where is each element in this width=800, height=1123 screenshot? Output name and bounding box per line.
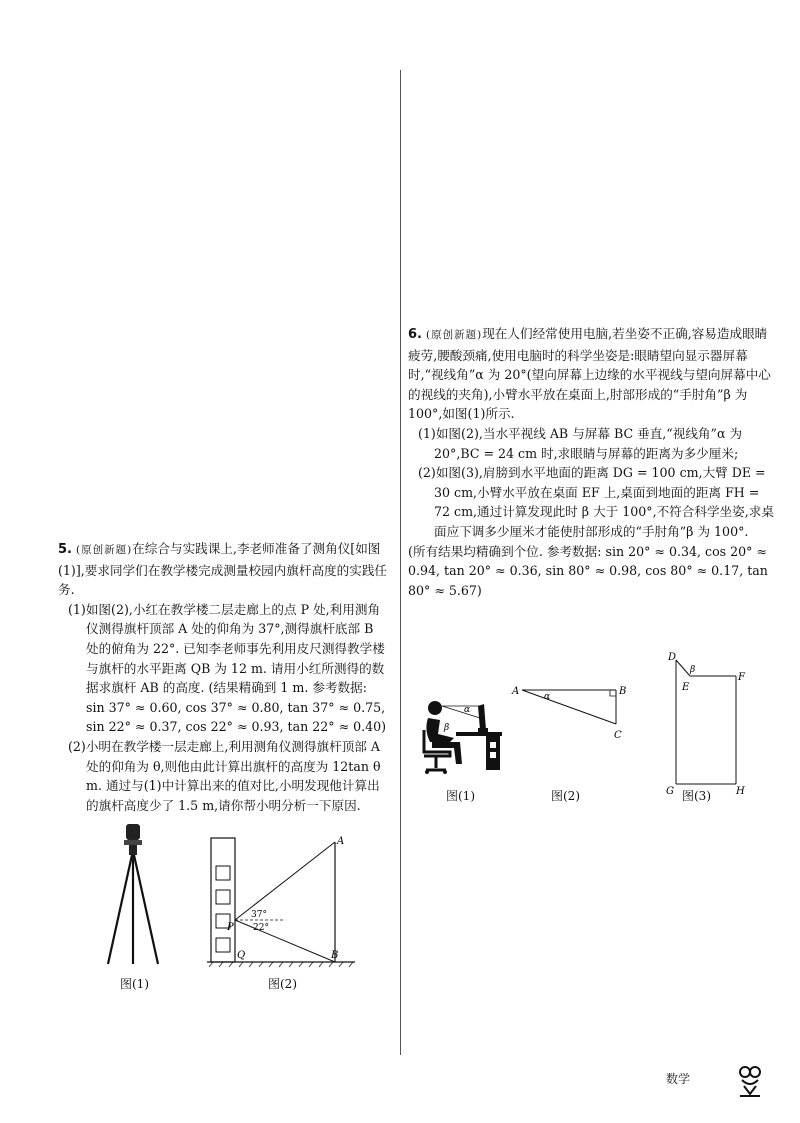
q6-intro: [408, 324, 778, 424]
q6-fig1-caption: 图(1): [446, 789, 475, 803]
person-body: [426, 718, 454, 742]
sight-line-PA: [235, 842, 335, 920]
right-angle-mark: [610, 690, 616, 696]
point-A: A: [512, 686, 520, 697]
point-B: B: [331, 950, 339, 961]
beta-label: β: [690, 665, 696, 675]
tripod-leg-right: [134, 855, 158, 964]
footer-subject: 数学: [666, 1072, 691, 1086]
sight-line-PB: [235, 920, 335, 962]
q6-part1: (1)如图(2),当水平视线 AB 与屏幕 BC 垂直,“视线角”α 为 20°,BC = 24 cm 时,求眼睛与屏幕的距离为多少厘米;: [418, 425, 743, 461]
point-H: H: [736, 786, 745, 797]
point-A: A: [337, 836, 345, 847]
q6-number: 6.: [408, 327, 422, 342]
sight-line-center: [442, 706, 480, 718]
q6-part2: (2)如图(3),肩膀到水平地面的距离 DG = 100 cm,大臂 DE = 30 cm,小臂水平放在桌面 EF 上,桌面到地面的距离 FH = 72 cm,通过计算发现此时 β 大于 100°,不符合科学坐姿,求桌面应下调多少厘米才能使肘部形成的“手肘角”β 为 100°.: [418, 465, 774, 539]
point-G: G: [666, 786, 674, 797]
point-B: B: [619, 686, 627, 697]
point-D: D: [668, 652, 677, 663]
q6-fig2-caption: 图(2): [551, 789, 580, 803]
q5-figure-2: [205, 832, 365, 972]
q5-part2: (2)小明在教学楼一层走廊上,利用测角仪测得旗杆顶部 A 处的仰角为 θ,则他由此计算出旗杆的高度为 12tan θ m. 通过与(1)中计算出来的值对比,小明发现他计算出的旗杆高度少了 1.5 m,请你帮小明分析一下原因.: [68, 738, 381, 813]
instrument-head: [126, 824, 140, 840]
q5-fig2-caption: 图(2): [268, 977, 297, 991]
desk: [456, 732, 502, 736]
angle-37-label: 37°: [251, 910, 267, 920]
building: [211, 838, 235, 962]
q5-fig1-caption: 图(1): [120, 977, 149, 991]
point-F: F: [738, 672, 745, 683]
q5-tag: (原创新题): [76, 544, 133, 556]
person-head: [428, 701, 442, 715]
column-divider: [400, 70, 401, 1055]
q6-note: (所有结果均精确到个位. 参考数据: sin 20° ≈ 0.34, cos 20° ≈ 0.94, tan 20° ≈ 0.36, sin 80° ≈ 0.98, cos 80° ≈ 0.17, tan 80° ≈ 5.67): [408, 543, 768, 598]
segment-AC: [522, 690, 616, 724]
alpha-label: α: [544, 692, 551, 702]
q5-number: 5.: [58, 542, 72, 557]
angle-22-label: 22°: [253, 923, 269, 933]
monitor: [478, 704, 486, 730]
alpha-label: α: [464, 705, 471, 715]
point-Q: Q: [237, 950, 246, 961]
q6-tag: (原创新题): [426, 329, 483, 341]
q5-part1: (1)如图(2),小红在教学楼二层走廊上的点 P 处,利用测角仪测得旗杆顶部 A 处的仰角为 37°,测得旗杆底部 B 处的俯角为 22°. 已知李老师事先利用皮尺测得教学楼与旗杆的水平距离 QB 为 12 m. 请用小红所测得的数据求旗杆 AB 的高度. (结果精确到 1 m. 参考数据: sin 37° ≈ 0.60, cos 37° ≈ 0.80, tan 37° ≈ 0.75, sin 22° ≈ 0.37, cos 22° ≈ 0.93, tan 22° ≈ 0.40): [68, 601, 387, 735]
question-5: [58, 539, 388, 815]
segment-DE: [676, 660, 690, 676]
q5-intro-text: 在综合与实践课上,李老师准备了测角仪[如图(1)],要求同学们在教学楼完成测量校园内旗杆高度的实践任务.: [58, 541, 388, 598]
q5-figure-1: [100, 818, 170, 970]
point-C: C: [614, 730, 622, 741]
q6-figure-2: [512, 682, 632, 742]
q6-figure-1: [420, 690, 510, 780]
q6-figure-3: [660, 646, 750, 806]
point-P: P: [227, 922, 234, 933]
point-E: E: [682, 682, 690, 693]
q5-intro: [58, 539, 388, 600]
beta-label: β: [444, 723, 450, 733]
q6-intro-text: 现在人们经常使用电脑,若坐姿不正确,容易造成眼睛疲劳,腰酸颈痛,使用电脑时的科学坐姿是:眼睛望向显示器屏幕时,“视线角”α 为 20°(望向屏幕上边缘的水平视线与望向屏幕中心的视线的夹角),小臂水平放在桌面上,肘部形成的“手肘角”β 为 100°,如图(1)所示.: [408, 326, 771, 422]
q6-fig3-caption: 图(3): [682, 789, 711, 803]
question-6: [408, 324, 778, 600]
mascot-icon: [736, 1064, 764, 1098]
tripod-leg-left: [108, 855, 132, 964]
